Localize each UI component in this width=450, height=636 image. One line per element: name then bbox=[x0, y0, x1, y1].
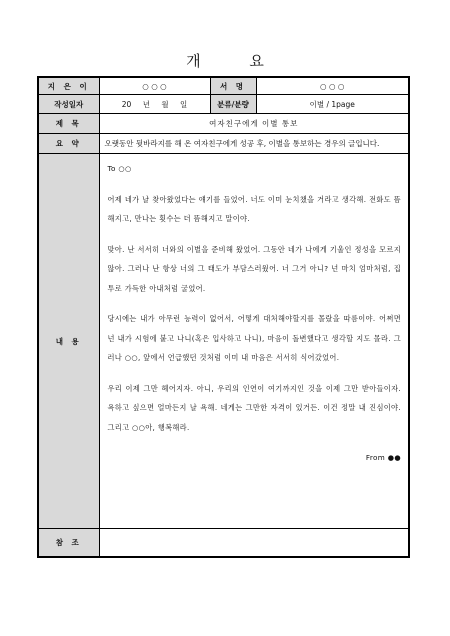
author-value: ○ ○ ○ bbox=[99, 77, 210, 95]
letter-greeting: To ○○ bbox=[107, 164, 132, 173]
overview-form bbox=[37, 76, 410, 558]
content-label: 내 용 bbox=[38, 154, 99, 529]
date-label: 작성일자 bbox=[38, 95, 99, 114]
author-label: 지 은 이 bbox=[38, 77, 99, 95]
signature-label: 서 명 bbox=[210, 77, 256, 95]
letter-paragraph: 당시에는 내가 아무런 능력이 없어서, 어떻게 대처해야할지를 몰랐을 따름이야. 어쩌면 넌 내가 시험에 붙고 나니(혹은 입사하고 나니), 마음이 돌변했다고 생각할 지도 몰라. 그러나 ○○, 앞에서 언급했던 것처럼 이미 내 마음은 서서히 식어갔었어. bbox=[107, 314, 401, 362]
letter-paragraph: 우리 이제 그만 헤어지자. 아니, 우리의 인연이 여기까지인 것을 이제 그만 받아들이자. 욕하고 싶으면 얼마든지 날 욕해. 네게는 그만한 자격이 있거든. 이건 정말 내 진심이야. 그리고 ○○아, 행복해라. bbox=[107, 383, 401, 432]
category-label: 분류/분량 bbox=[210, 95, 256, 114]
category-value: 이별 / 1page bbox=[256, 95, 409, 114]
reference-value bbox=[99, 529, 409, 558]
letter-paragraph: 맞아. 난 서서히 너와의 이별을 준비해 왔었어. 그동안 네가 나에게 기울인 정성을 모르지 않아. 그러나 난 항상 너의 그 태도가 부담스러웠어. 너 그거 아니? 넌 마치 엄마처럼, 집투로 가득한 아내처럼 굴었어. bbox=[107, 244, 401, 293]
document-title: 개 요 bbox=[186, 52, 286, 70]
date-value: 20 년 월 일 bbox=[99, 95, 210, 114]
subject-value: 여자친구에게 이별 통보 bbox=[99, 114, 409, 134]
summary-value: 오랫동안 뒷바라지를 해 온 여자친구에게 성공 후, 이별을 통보하는 경우의 글입니다. bbox=[99, 134, 409, 154]
signature-value: ○ ○ ○ bbox=[256, 77, 409, 95]
reference-label: 참 조 bbox=[38, 529, 99, 558]
letter-closing: From ●● bbox=[365, 453, 401, 462]
subject-label: 제 목 bbox=[38, 114, 99, 134]
letter-paragraph: 어제 네가 날 찾아왔었다는 얘기를 들었어. 너도 이미 눈치챘을 거라고 생각해. 전화도 뜸해지고, 만나는 횟수는 더 뜸해지고 말이야. bbox=[107, 194, 401, 223]
letter-content bbox=[99, 154, 409, 529]
summary-label: 요 약 bbox=[38, 134, 99, 154]
